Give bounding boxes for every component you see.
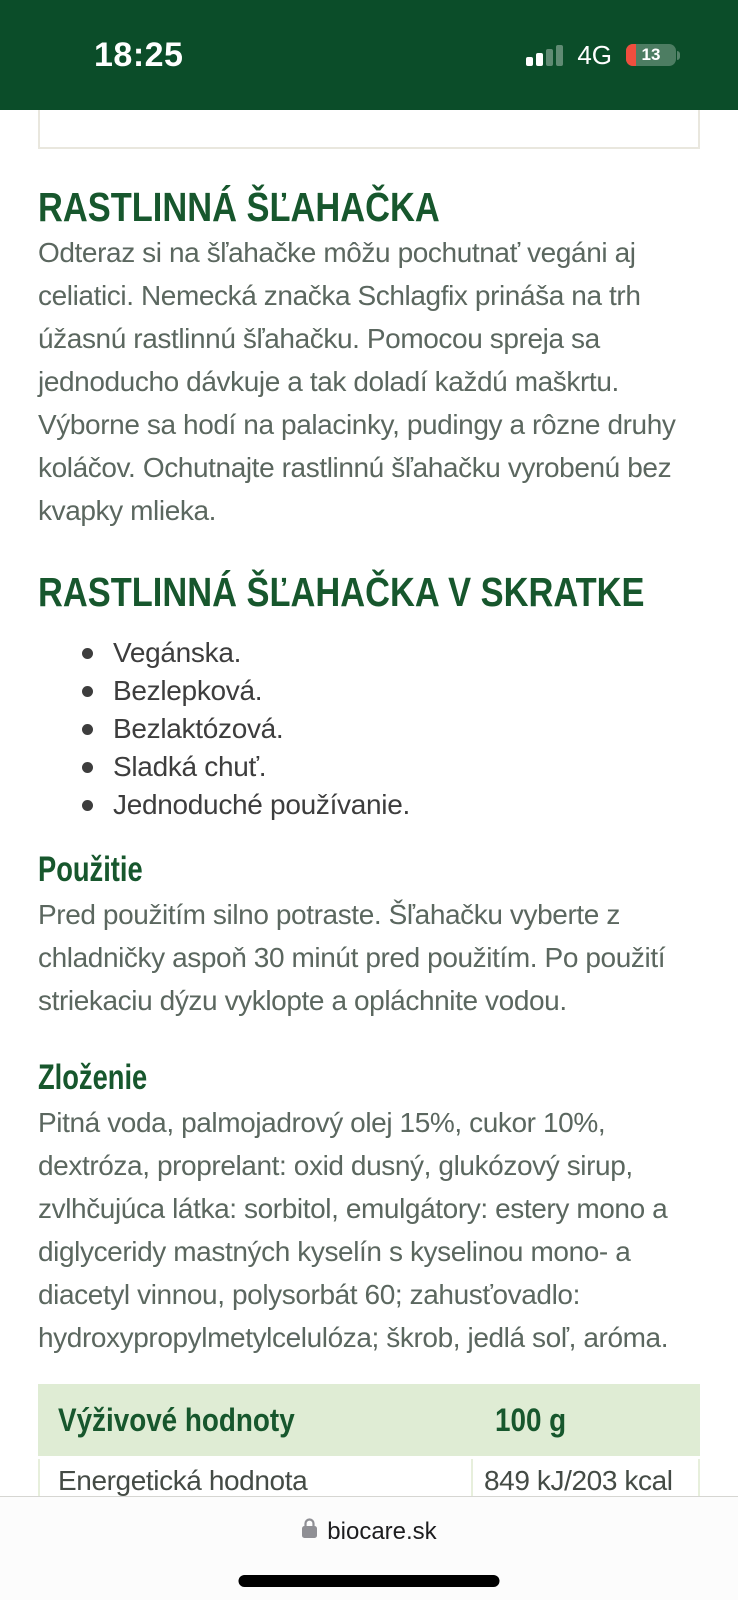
browser-bottom-bar — [0, 1496, 738, 1600]
address-bar[interactable] — [0, 1517, 738, 1546]
cellular-signal-icon — [526, 44, 563, 66]
previous-card-remnant — [38, 110, 700, 149]
status-bar — [0, 0, 738, 110]
feature-list — [38, 634, 700, 824]
header-cell-amount: 100 g — [495, 1401, 567, 1438]
status-time: 18:25 — [94, 35, 184, 74]
battery-icon — [626, 44, 680, 66]
usage-paragraph: Pred použitím silno potraste. Šľahačku vyberte z chladničky aspoň 30 minút pred použitím. Po použití striekaciu dýzu vyklopte a opláchnite vodou. — [38, 899, 666, 1016]
battery-percent: 13 — [641, 45, 661, 64]
url-text: biocare.sk — [327, 1517, 437, 1545]
ingredients-heading: Zloženie — [38, 1058, 148, 1097]
battery-cap — [677, 51, 680, 60]
list-item: Jednoduché používanie. — [113, 786, 700, 824]
list-item: Bezlaktózová. — [113, 710, 700, 748]
lock-icon — [301, 1517, 318, 1546]
usage-heading: Použitie — [38, 850, 143, 889]
home-indicator[interactable] — [239, 1575, 500, 1587]
network-type-label: 4G — [577, 39, 612, 70]
status-icons — [526, 40, 680, 71]
summary-title: RASTLINNÁ ŠĽAHAČKA V SKRATKE — [38, 569, 645, 615]
ingredients-paragraph: Pitná voda, palmojadrový olej 15%, cukor 10%, dextróza, proprelant: oxid dusný, glukózový sirup, zvlhčujúca látka: sorbitol, emulgátory: estery mono a diglyceridy mastných kyselín s kyselinou mono- a diacetyl vinnou, polysorbát 60; zahusťovadlo: hydroxypropylmetylcelulóza; škrob, jedlá soľ, aróma. — [38, 1107, 669, 1353]
page-content — [0, 110, 738, 1529]
list-item: Bezlepková. — [113, 672, 700, 710]
cell-energy-label: Energetická hodnota — [40, 1459, 473, 1529]
cell-energy-value: 849 kJ/203 kcal — [484, 1465, 673, 1496]
list-item: Vegánska. — [113, 634, 700, 672]
header-cell-nutrition: Výživové hodnoty — [58, 1401, 295, 1438]
intro-paragraph: Odteraz si na šľahačke môžu pochutnať vegáni aj celiatici. Nemecká značka Schlagfix prináša na trh úžasnú rastlinnú šľahačku. Pomocou spreja sa jednoducho dávkuje a tak doladí každú maškrtu. Výborne sa hodí na palacinky, pudingy a rôzne druhy koláčov. Ochutnajte rastlinnú šľahačku vyrobenú bez kvapky mlieka. — [38, 237, 676, 526]
page-title: RASTLINNÁ ŠĽAHAČKA — [38, 184, 440, 230]
list-item: Sladká chuť. — [113, 748, 700, 786]
nutrition-table-header — [38, 1384, 700, 1456]
